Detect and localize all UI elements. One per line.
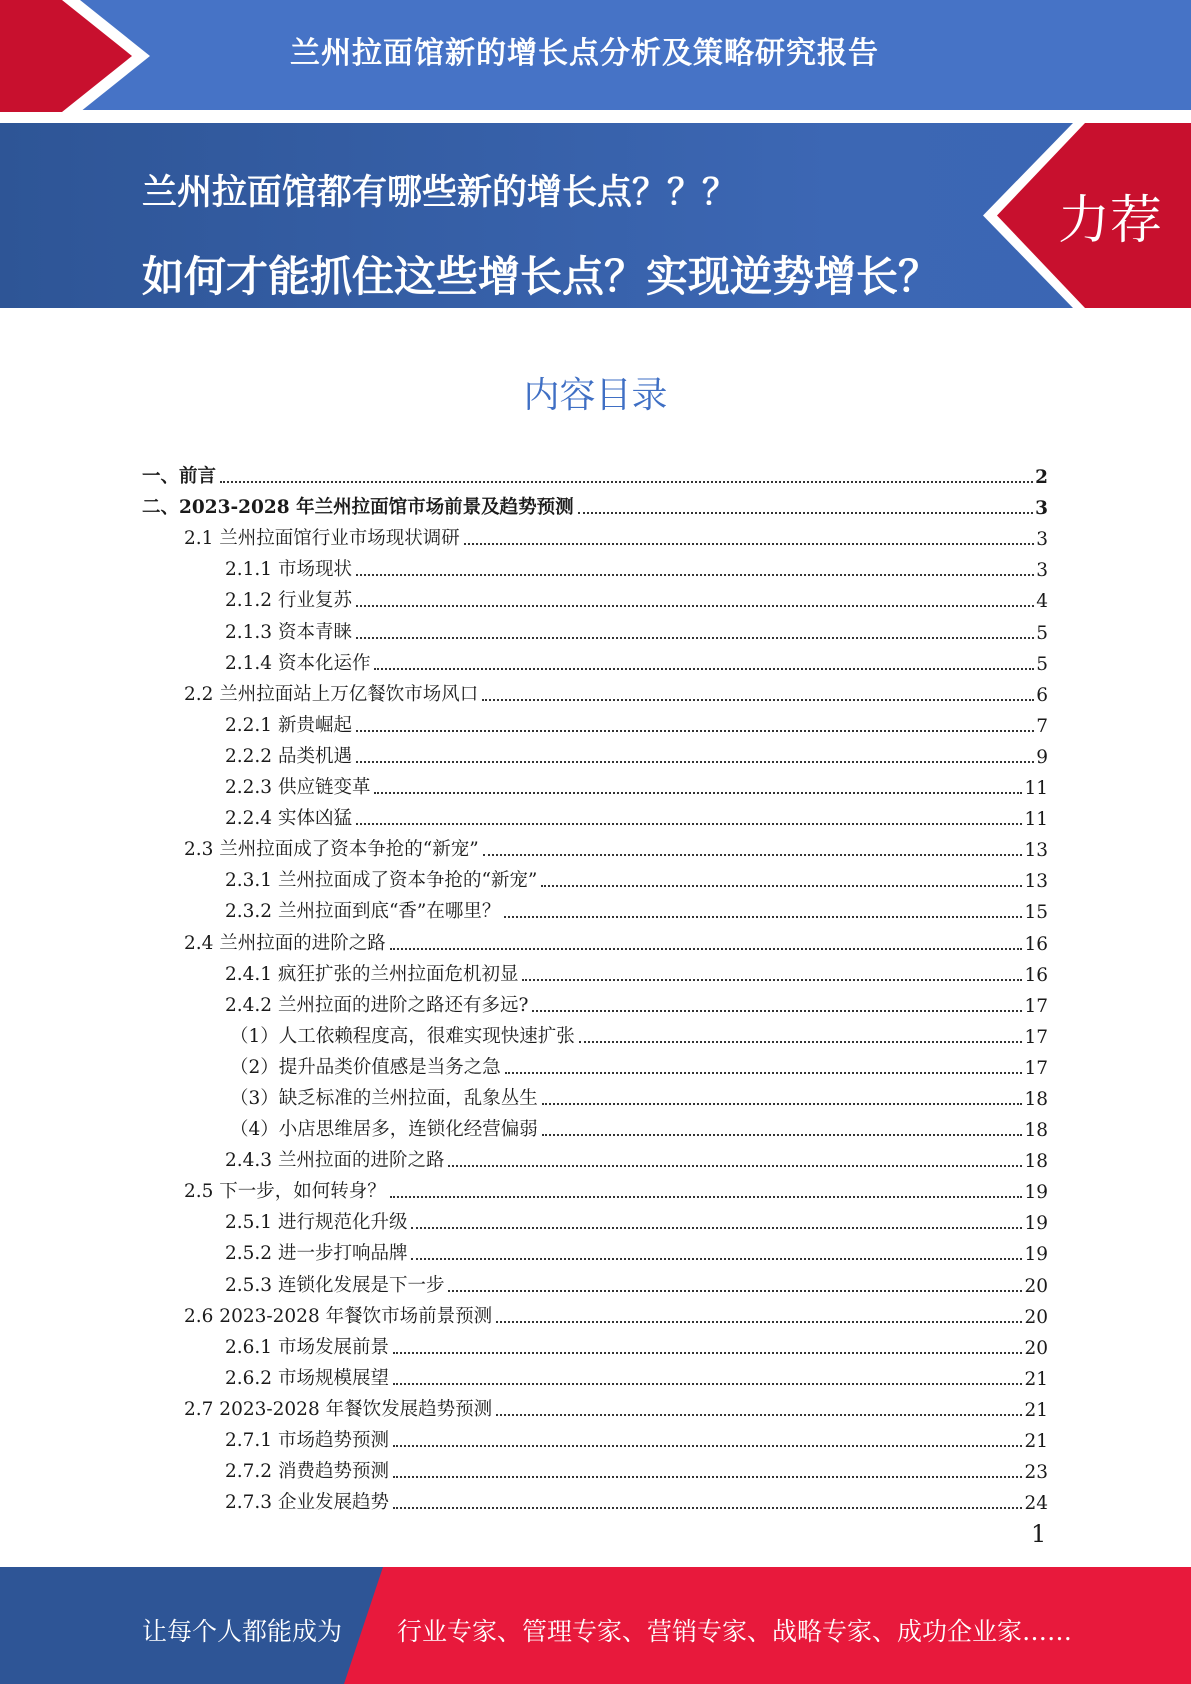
- toc-entry-page: 3: [1036, 529, 1048, 551]
- toc-entry-title: 2.4.2 兰州拉面的进阶之路还有多远?: [225, 994, 529, 1016]
- toc-dot-leader: [448, 1290, 1022, 1292]
- toc-entry[interactable]: [142, 706, 1048, 737]
- toc-entry-title: 2.6.2 市场规模展望: [225, 1367, 389, 1389]
- toc-entry-page: 21: [1024, 1399, 1048, 1421]
- toc-entry-title: 2.5 下一步，如何转身？: [184, 1181, 386, 1203]
- toc-entry-title: 2.7.1 市场趋势预测: [225, 1430, 389, 1451]
- toc-entry-title: 2.1.2 行业复苏: [225, 590, 352, 612]
- toc-entry-page: 11: [1024, 778, 1048, 800]
- toc-entry-title: 2.1.3 资本青睐: [225, 621, 352, 643]
- toc-entry-page: 15: [1024, 902, 1048, 924]
- toc-dot-leader: [579, 1041, 1023, 1043]
- toc-entry-page: 20: [1024, 1306, 1048, 1328]
- toc-entry[interactable]: [142, 1172, 1048, 1203]
- toc-entry[interactable]: [142, 986, 1048, 1017]
- toc-entry-title: 2.4 兰州拉面的进阶之路: [184, 932, 386, 954]
- toc-entry-title: 2.5.3 连锁化发展是下一步: [225, 1274, 445, 1296]
- toc-entry[interactable]: [142, 1297, 1048, 1328]
- toc-entry-page: 24: [1024, 1493, 1048, 1515]
- toc-dot-leader: [411, 1258, 1022, 1260]
- toc-entry-page: 6: [1036, 684, 1048, 706]
- toc-dot-leader: [356, 761, 1034, 763]
- toc-dot-leader: [542, 1134, 1023, 1136]
- toc-entry-title: 2.2 兰州拉面站上万亿餐饮市场风口: [184, 683, 479, 705]
- toc-dot-leader: [356, 605, 1034, 607]
- toc-entry-page: 13: [1024, 840, 1048, 862]
- toc-dot-leader: [496, 1321, 1022, 1323]
- toc-entry-title: 2.6.1 市场发展前景: [225, 1336, 389, 1358]
- toc-entry-title: 2.3 兰州拉面成了资本争抢的“新宠”: [184, 839, 479, 861]
- toc-dot-leader: [522, 979, 1022, 981]
- toc-entry[interactable]: [142, 675, 1048, 706]
- toc-dot-leader: [356, 574, 1034, 576]
- toc-entry-title: 2.5.1 进行规范化升级: [225, 1212, 408, 1234]
- toc-entry[interactable]: [142, 830, 1048, 861]
- toc-entry-page: 20: [1024, 1337, 1048, 1359]
- toc-entry-title: 2.6 2023-2028 年餐饮市场前景预测: [184, 1305, 493, 1327]
- toc-entry[interactable]: [142, 1141, 1048, 1172]
- toc-entry-page: 17: [1024, 1057, 1048, 1079]
- toc-dot-leader: [464, 543, 1034, 545]
- toc-dot-leader: [482, 699, 1034, 701]
- toc-entry[interactable]: [142, 644, 1048, 675]
- page-number: 1: [1031, 1520, 1047, 1548]
- toc-entry[interactable]: [142, 799, 1048, 830]
- toc-entry-page: 2: [1035, 467, 1048, 489]
- toc-entry-title: 2.3.1 兰州拉面成了资本争抢的“新宠”: [225, 870, 538, 892]
- toc-entry[interactable]: [142, 519, 1048, 550]
- toc-entry-page: 23: [1024, 1462, 1048, 1484]
- toc-entry-page: 19: [1024, 1244, 1048, 1266]
- toc-entry[interactable]: [142, 1203, 1048, 1234]
- report-title: 兰州拉面馆新的增长点分析及策略研究报告: [290, 36, 879, 71]
- footer-slogan-right: 行业专家、管理专家、营销专家、战略专家、成功企业家……: [397, 1617, 1073, 1646]
- toc-dot-leader: [356, 637, 1034, 639]
- toc-dot-leader: [356, 823, 1023, 825]
- toc-dot-leader: [393, 1507, 1022, 1509]
- toc-entry-page: 9: [1036, 746, 1048, 768]
- toc-entry-page: 5: [1036, 622, 1048, 644]
- banner-question-1: 兰州拉面馆都有哪些新的增长点？？？: [142, 173, 738, 213]
- toc-entry-title: 2.1.4 资本化运作: [225, 652, 371, 674]
- toc-entry-page: 7: [1036, 715, 1048, 737]
- toc-entry-title: 2.3.2 兰州拉面到底“香”在哪里？: [225, 901, 501, 923]
- toc-entry[interactable]: [142, 1328, 1048, 1359]
- toc-entry[interactable]: [142, 1048, 1048, 1079]
- toc-entry[interactable]: [142, 1079, 1048, 1110]
- toc-entry[interactable]: [142, 1359, 1048, 1390]
- toc-entry-page: 18: [1024, 1088, 1048, 1110]
- toc-entry-page: 3: [1036, 560, 1048, 582]
- toc-entry[interactable]: [142, 768, 1048, 799]
- toc-entry-page: 16: [1024, 933, 1048, 955]
- toc-entry-title: 2.2.4 实体凶猛: [225, 808, 352, 830]
- toc-entry[interactable]: [142, 550, 1048, 581]
- toc-entry-page: 4: [1036, 591, 1048, 613]
- toc-dot-leader: [220, 481, 1033, 483]
- toc-entry-title: 2.5.2 进一步打响品牌: [225, 1243, 408, 1265]
- toc-entry-title: （2）提升品类价值感是当务之急: [230, 1056, 501, 1078]
- toc-entry[interactable]: [142, 1483, 1048, 1514]
- toc-entry-title: 2.7 2023-2028 年餐饮发展趋势预测: [184, 1398, 493, 1420]
- toc-dot-leader: [374, 792, 1022, 794]
- toc-entry-title: 2.1 兰州拉面馆行业市场现状调研: [184, 528, 460, 550]
- toc-entry[interactable]: [142, 581, 1048, 612]
- toc-entry-title: （4）小店思维居多，连锁化经营偏弱: [230, 1119, 538, 1141]
- toc-entry-page: 3: [1035, 498, 1048, 520]
- toc-entry-page: 21: [1024, 1431, 1048, 1452]
- toc-dot-leader: [411, 1227, 1022, 1229]
- toc-entry-page: 19: [1024, 1182, 1048, 1204]
- footer-slogan-left: 让每个人都能成为: [142, 1617, 343, 1646]
- toc-dot-leader: [541, 885, 1022, 887]
- toc-entry-title: 2.4.1 疯狂扩张的兰州拉面危机初显: [225, 963, 519, 985]
- toc-entry-title: （1）人工依赖程度高，很难实现快速扩张: [230, 1025, 575, 1047]
- toc-entry[interactable]: [142, 737, 1048, 768]
- toc-entry[interactable]: [142, 1017, 1048, 1048]
- toc-entry-page: 17: [1024, 1026, 1048, 1048]
- toc-entry-title: 2.1.1 市场现状: [225, 559, 352, 581]
- toc-dot-leader: [505, 1072, 1023, 1074]
- toc-entry-page: 13: [1024, 871, 1048, 893]
- toc-dot-leader: [504, 916, 1022, 918]
- banner-question-2: 如何才能抓住这些增长点？实现逆势增长？: [142, 252, 941, 301]
- toc-entry-title: 二、2023-2028 年兰州拉面馆市场前景及趋势预测: [142, 497, 574, 519]
- toc-entry[interactable]: [142, 1234, 1048, 1265]
- toc-entry[interactable]: [142, 955, 1048, 986]
- toc-entry[interactable]: [142, 861, 1048, 892]
- toc-entry[interactable]: [142, 488, 1048, 519]
- toc-entry-page: 19: [1024, 1213, 1048, 1235]
- toc-entry-page: 18: [1024, 1120, 1048, 1142]
- toc-dot-leader: [578, 512, 1034, 514]
- toc-entry-title: 2.7.3 企业发展趋势: [225, 1492, 389, 1514]
- toc-entry-page: 16: [1024, 964, 1048, 986]
- toc-dot-leader: [393, 1383, 1022, 1385]
- toc-dot-leader: [532, 1010, 1022, 1012]
- toc-entry-title: 2.7.2 消费趋势预测: [225, 1461, 389, 1483]
- toc-entry-title: 2.2.1 新贵崛起: [225, 714, 352, 736]
- toc-entry-page: 11: [1024, 809, 1048, 831]
- toc-dot-leader: [496, 1414, 1022, 1416]
- toc-entry[interactable]: [142, 1452, 1048, 1483]
- toc-entry-page: 17: [1024, 995, 1048, 1017]
- toc-dot-leader: [393, 1352, 1022, 1354]
- toc-entry-page: 18: [1024, 1151, 1048, 1173]
- toc-entry-page: 5: [1036, 653, 1048, 675]
- toc-entry-title: 2.4.3 兰州拉面的进阶之路: [225, 1150, 445, 1172]
- toc-dot-leader: [448, 1165, 1022, 1167]
- toc-dot-leader: [542, 1103, 1023, 1105]
- toc-dot-leader: [390, 1196, 1023, 1198]
- toc-dot-leader: [393, 1476, 1022, 1478]
- toc-entry[interactable]: [142, 923, 1048, 954]
- toc-entry[interactable]: [142, 1390, 1048, 1421]
- toc-entry[interactable]: [142, 1110, 1048, 1141]
- toc-dot-leader: [390, 948, 1023, 950]
- toc-entry[interactable]: [142, 892, 1048, 923]
- toc-entry-title: （3）缺乏标准的兰州拉面，乱象丛生: [230, 1087, 538, 1109]
- toc-dot-leader: [374, 668, 1034, 670]
- toc-entry-title: 一、前言: [142, 466, 217, 488]
- toc-dot-leader: [393, 1445, 1022, 1447]
- toc-entry[interactable]: [142, 457, 1048, 488]
- toc-dot-leader: [356, 730, 1034, 732]
- toc-entry[interactable]: [142, 1421, 1048, 1452]
- recommend-badge: 力荐: [1058, 191, 1163, 251]
- toc-entry[interactable]: [142, 1265, 1048, 1296]
- toc-title: 内容目录: [523, 375, 668, 416]
- header-chevron-decoration: [0, 0, 160, 112]
- toc-entry-title: 2.2.3 供应链变革: [225, 777, 371, 799]
- toc-dot-leader: [483, 854, 1023, 856]
- table-of-contents: [142, 457, 1048, 1514]
- toc-entry-title: 2.2.2 品类机遇: [225, 745, 352, 767]
- toc-entry-page: 21: [1024, 1368, 1048, 1390]
- toc-entry-page: 20: [1024, 1275, 1048, 1297]
- toc-entry[interactable]: [142, 612, 1048, 643]
